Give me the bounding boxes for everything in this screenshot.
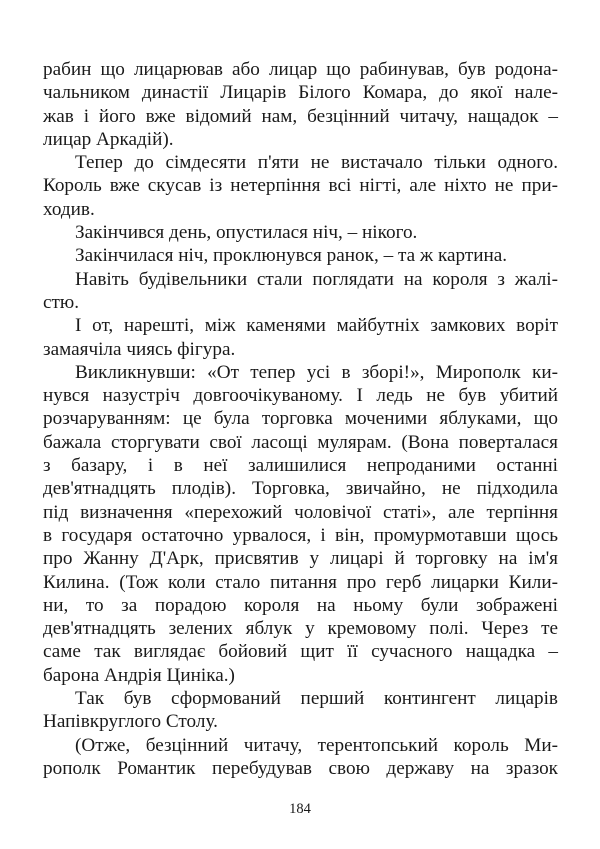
text-line: саме так виглядає бойовий щит її сучасного нащадка – [43,641,558,663]
text-line: чальником династії Лицарів Білого Комара, до якої нале- [43,82,558,104]
text-line: розчаруванням: це була торговка моченими яблуками, що [43,408,558,430]
text-line: нувся назустріч довгоочікуваному. І ледь не був убитий [43,385,558,407]
page-number: 184 [289,801,311,817]
text-line: ни, то за порадою короля на ньому були зображені [43,594,558,616]
text-line: Закінчилася ніч, проклюнувся ранок, – та ж картина. [75,245,508,267]
text-line: Викликнувши: «От тепер усі в зборі!», Мирополк ки- [75,361,558,383]
text-line: під визначення «перехожий чоловічої статі», але терпіння [43,501,558,523]
text-line: І от, нарешті, між каменями майбутніх замкових воріт [75,315,558,337]
text-line: в государя остаточно урвалося, і він, промурмотавши щось [43,524,558,546]
text-line: рополк Романтик перебудував свою державу на зразок [43,757,558,779]
text-line: Навіть будівельники стали поглядати на короля з жалі- [75,268,558,290]
text-line: Закінчився день, опустилася ніч, – нікого. [75,222,418,244]
text-line: жав і його вже відомий нам, безцінний читачу, нащадок – [43,105,558,127]
text-line: ходив. [43,198,95,220]
page-body [43,58,558,780]
text-line: дев'ятнадцять зелених яблук у кремовому полі. Через те [43,618,558,640]
text-line: Килина. (Тож коли стало питання про герб лицарки Кили- [43,571,558,593]
text-line: про Жанну Д'Арк, присвятив у лицарі й торговку на ім'я [43,548,558,570]
text-line: дев'ятнадцять плодів). Торговка, звичайно, не підходила [43,478,558,500]
text-line: з базару, і в неї залишилися непроданими останні [43,455,558,477]
text-line: (Отже, безцінний читачу, терентопський король Ми- [75,734,558,756]
text-line: Напівкруглого Столу. [43,711,218,733]
text-line: замаячіла чиясь фігура. [43,338,236,360]
text-line: рабин що лицарював або лицар що рабинував, був родона- [43,59,558,80]
text-line: лицар Аркадій). [43,128,174,150]
text-line: стю. [43,291,80,313]
text-line: Король вже скусав із нетерпіння всі нігті, але ніхто не при- [43,175,558,197]
text-line: барона Андрія Циніка.) [43,664,235,686]
text-line: Тепер до сімдесяти п'яти не вистачало тільки одного. [75,152,558,174]
text-line: бажала сторгувати свої ласощі мулярам. (Вона поверталася [43,431,558,453]
text-line: Так був сформований перший контингент лицарів [75,688,558,710]
